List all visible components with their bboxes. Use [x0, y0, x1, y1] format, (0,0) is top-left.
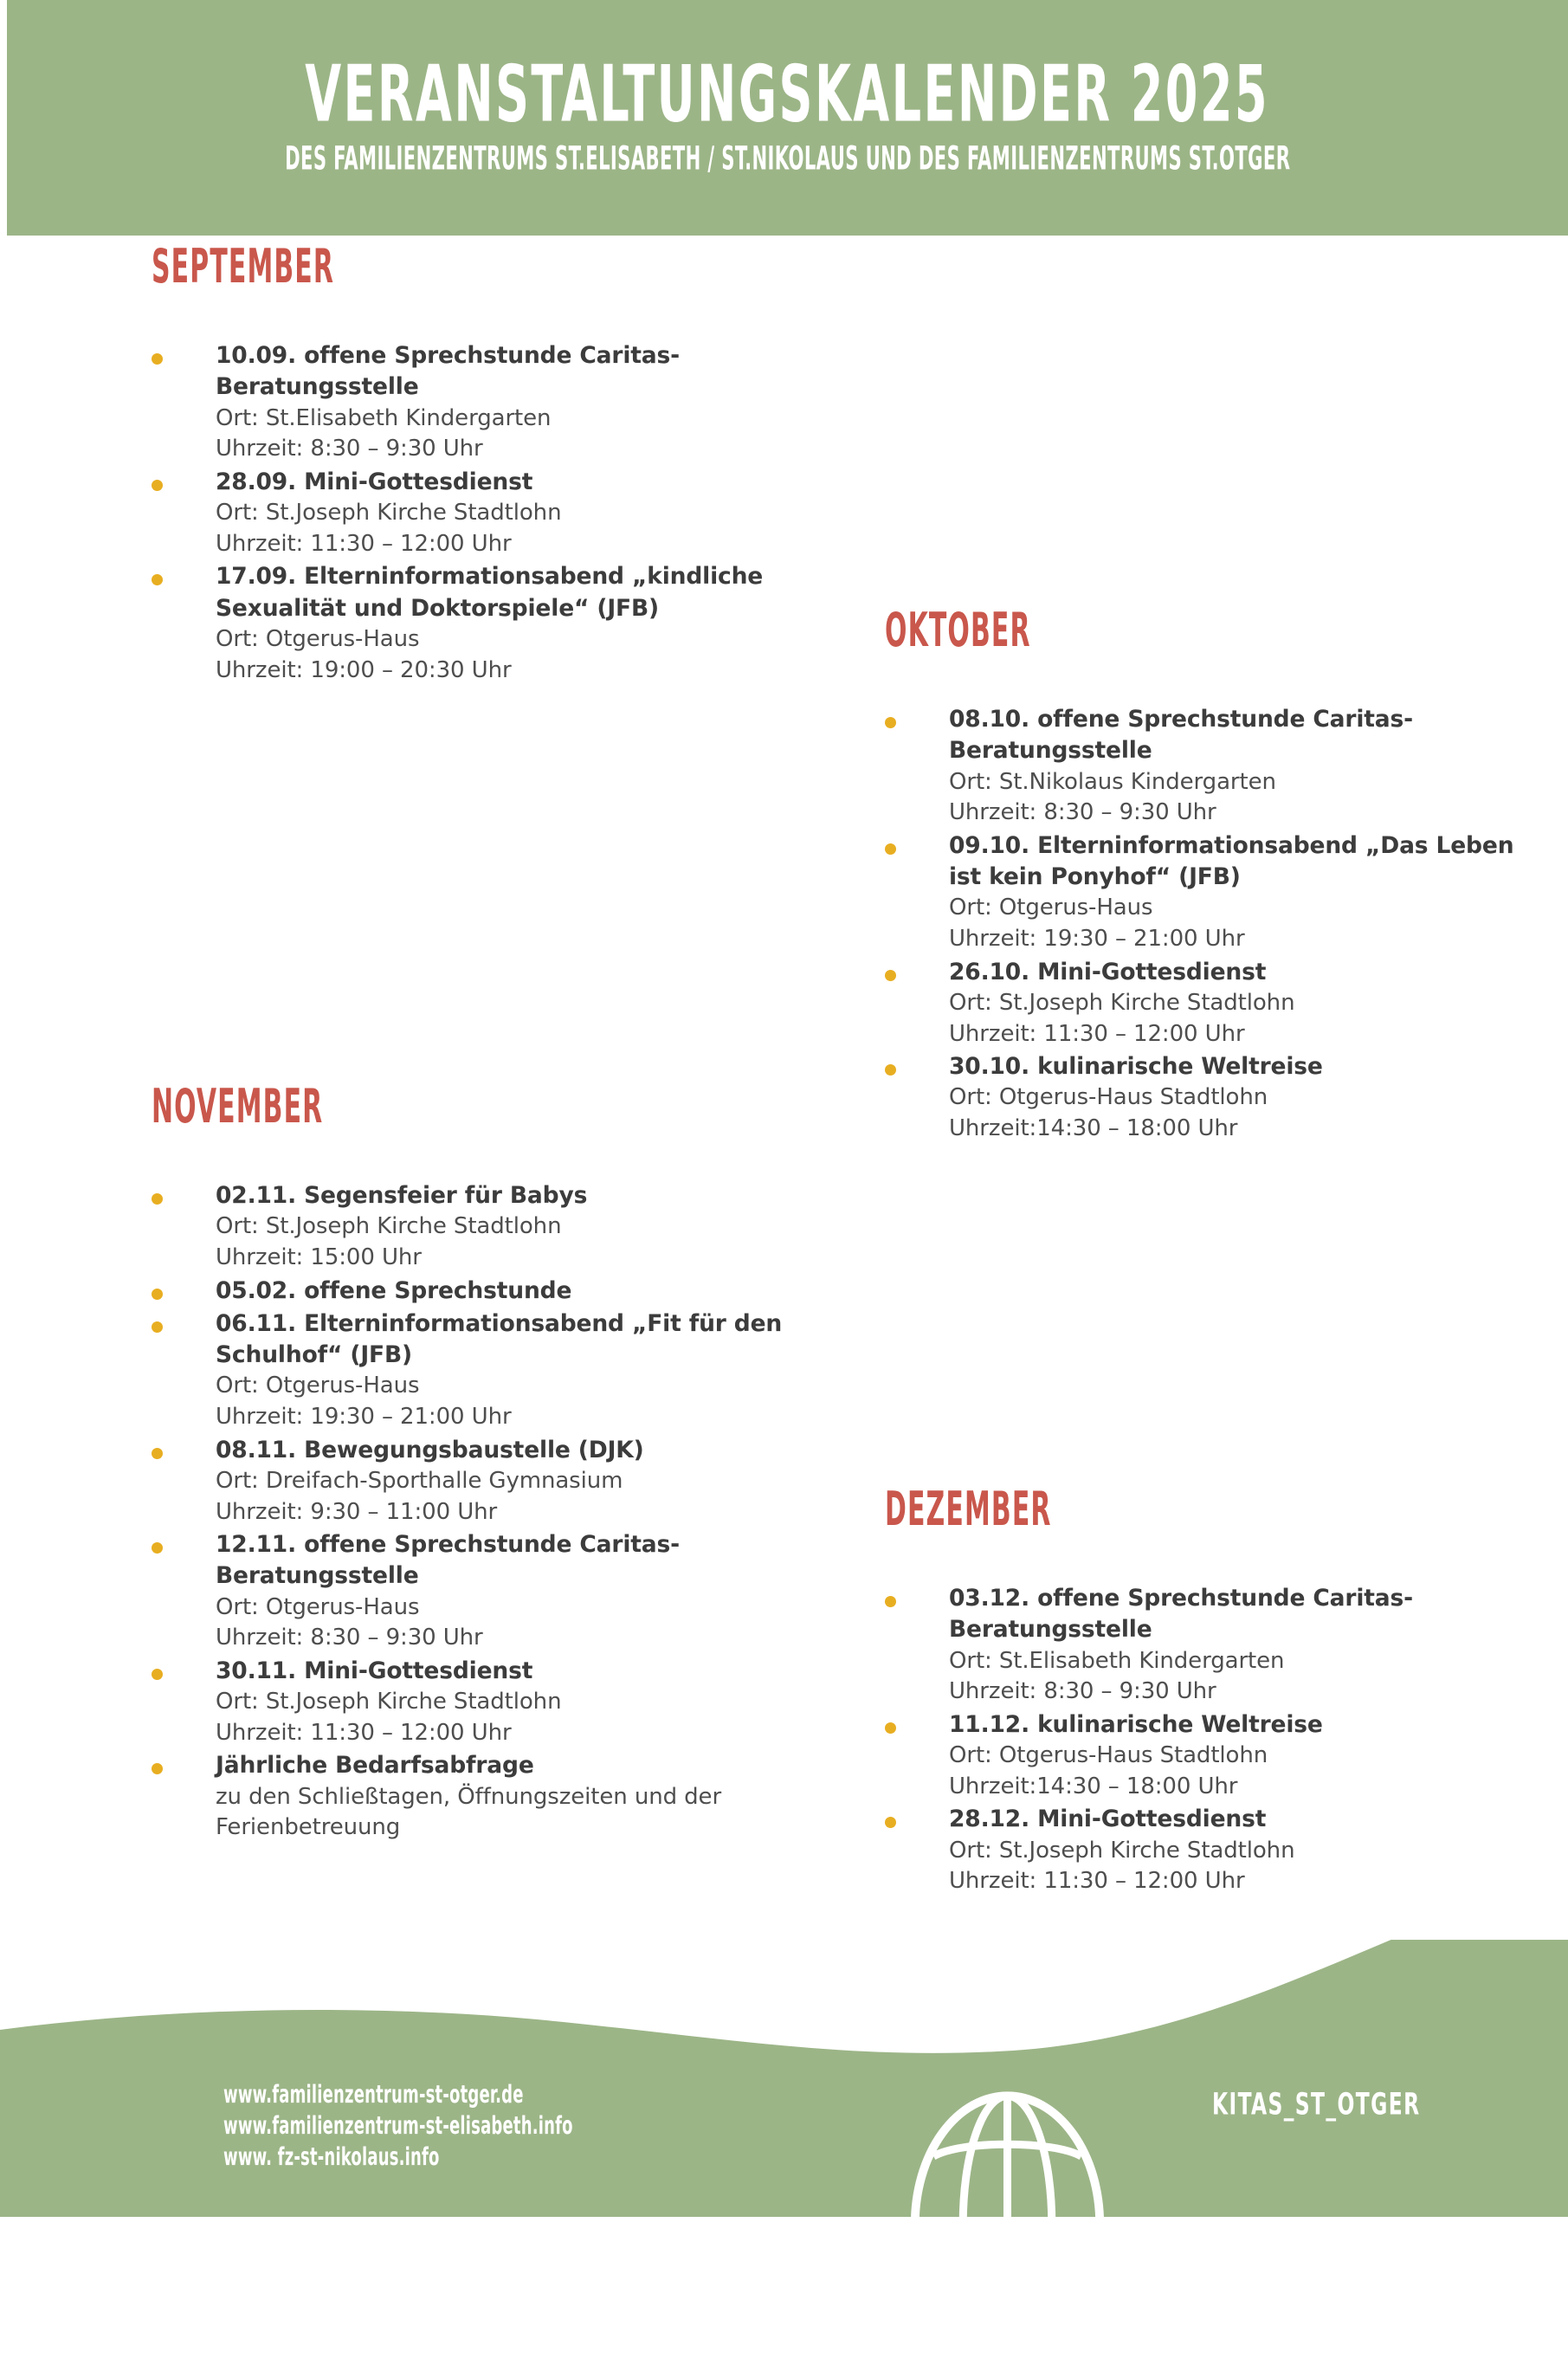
bullet-icon [152, 1763, 163, 1774]
bullet-icon [885, 1817, 896, 1828]
month-block-oktober [885, 604, 1543, 1147]
event-time: Uhrzeit: 19:30 – 21:00 Uhr [949, 926, 1245, 953]
month-heading: SEPTEMBER [152, 240, 335, 294]
page-header [7, 0, 1568, 236]
bullet-icon [885, 970, 896, 981]
event-time: Uhrzeit: 19:00 – 20:30 Uhr [216, 656, 512, 683]
event-title: 05.02. offene Sprechstunde [216, 1276, 572, 1304]
event-list [885, 1583, 1543, 1897]
bullet-icon [152, 574, 163, 585]
event-location: Ort: St.Nikolaus Kindergarten [949, 768, 1276, 795]
event-time: Uhrzeit: 15:00 Uhr [216, 1244, 422, 1270]
calendar-content [0, 236, 1568, 2019]
event-time: Uhrzeit: 11:30 – 12:00 Uhr [216, 530, 512, 557]
month-heading: DEZEMBER [885, 1483, 1052, 1537]
event-title: 08.10. offene Sprechstunde Caritas-Beratungsstelle [949, 706, 1413, 765]
event-title: 10.09. offene Sprechstunde Caritas-Beratungsstelle [216, 342, 680, 401]
event-location: Ort: St.Joseph Kirche Stadtlohn [216, 1213, 562, 1240]
event-item [885, 1583, 1543, 1708]
event-location: Ort: St.Elisabeth Kindergarten [216, 404, 552, 431]
event-item [152, 340, 810, 465]
event-title: 06.11. Elterninformationsabend „Fit für den Schulhof“ (JFB) [216, 1309, 783, 1369]
footer-social [1212, 2088, 1421, 2122]
page-title: VERANSTALTUNGSKALENDER 2025 [305, 47, 1270, 139]
event-time: Uhrzeit: 8:30 – 9:30 Uhr [216, 436, 483, 462]
website-link-otger[interactable]: www.familienzentrum-st-otger.de [223, 2078, 524, 2109]
event-time: Uhrzeit: 11:30 – 12:00 Uhr [949, 1020, 1245, 1047]
event-time: Uhrzeit: 9:30 – 11:00 Uhr [216, 1498, 498, 1525]
event-time: Uhrzeit: 11:30 – 12:00 Uhr [949, 1868, 1245, 1895]
bullet-icon [152, 1448, 163, 1459]
event-location: Ort: Otgerus-Haus [949, 895, 1153, 921]
event-item [885, 1804, 1543, 1897]
event-item [885, 957, 1543, 1050]
event-time: Uhrzeit: 19:30 – 21:00 Uhr [216, 1404, 512, 1431]
event-item [152, 1180, 810, 1274]
event-location: Ort: Otgerus-Haus Stadtlohn [949, 1084, 1268, 1111]
event-note: zu den Schließtagen, Öffnungszeiten und der Ferienbetreuung [216, 1783, 722, 1841]
event-title: 08.11. Bewegungsbaustelle (DJK) [216, 1436, 644, 1463]
event-title: 11.12. kulinarische Weltreise [949, 1710, 1323, 1738]
event-item [152, 1276, 810, 1307]
event-list [152, 1180, 810, 1844]
event-title: 09.10. Elterninformationsabend „Das Leben ist kein Ponyhof“ (JFB) [949, 831, 1514, 891]
event-time: Uhrzeit: 8:30 – 9:30 Uhr [949, 799, 1216, 826]
event-item [152, 467, 810, 560]
event-title: 30.11. Mini-Gottesdienst [216, 1657, 533, 1684]
website-link-nikolaus[interactable]: www. fz-st-nikolaus.info [223, 2141, 440, 2172]
event-location: Ort: St.Joseph Kirche Stadtlohn [216, 500, 562, 527]
event-title: Jährliche Bedarfsabfrage [216, 1752, 534, 1780]
bullet-icon [885, 843, 896, 855]
bullet-icon [152, 1542, 163, 1554]
month-heading: NOVEMBER [152, 1080, 324, 1134]
event-title: 03.12. offene Sprechstunde Caritas-Beratungsstelle [949, 1585, 1413, 1644]
event-location: Ort: St.Joseph Kirche Stadtlohn [949, 1837, 1295, 1864]
bullet-icon [885, 1722, 896, 1734]
event-title: 28.12. Mini-Gottesdienst [949, 1806, 1267, 1833]
event-item [885, 1051, 1543, 1145]
month-heading: OKTOBER [885, 604, 1031, 658]
event-list [885, 704, 1543, 1145]
event-item [152, 1750, 810, 1844]
bullet-icon [152, 1193, 163, 1205]
event-location: Ort: Otgerus-Haus [216, 1373, 420, 1399]
event-time: Uhrzeit:14:30 – 18:00 Uhr [949, 1773, 1238, 1799]
bullet-icon [152, 1669, 163, 1680]
instagram-handle[interactable]: KITAS_ST_OTGER [1212, 2088, 1421, 2122]
event-time: Uhrzeit: 11:30 – 12:00 Uhr [216, 1719, 512, 1746]
month-block-november [152, 1080, 810, 1845]
event-title: 28.09. Mini-Gottesdienst [216, 468, 533, 495]
event-list [152, 340, 810, 686]
website-link-elisabeth[interactable]: www.familienzentrum-st-elisabeth.info [223, 2109, 573, 2141]
event-title: 02.11. Segensfeier für Babys [216, 1182, 588, 1209]
event-location: Ort: St.Elisabeth Kindergarten [949, 1647, 1285, 1674]
event-location: Ort: Otgerus-Haus [216, 1593, 420, 1620]
event-item [152, 1656, 810, 1749]
event-item [152, 1308, 810, 1433]
event-location: Ort: Dreifach-Sporthalle Gymnasium [216, 1467, 623, 1494]
event-location: Ort: Otgerus-Haus Stadtlohn [949, 1742, 1268, 1769]
event-time: Uhrzeit: 8:30 – 9:30 Uhr [949, 1678, 1216, 1705]
event-time: Uhrzeit:14:30 – 18:00 Uhr [949, 1115, 1238, 1142]
event-title: 26.10. Mini-Gottesdienst [949, 958, 1267, 985]
event-item [152, 1529, 810, 1654]
bullet-icon [152, 480, 163, 491]
event-title: 30.10. kulinarische Weltreise [949, 1053, 1323, 1081]
event-item [885, 830, 1543, 955]
event-location: Ort: St.Joseph Kirche Stadtlohn [949, 989, 1295, 1016]
footer-websites [223, 2078, 573, 2172]
event-location: Ort: Otgerus-Haus [216, 625, 420, 652]
bullet-icon [152, 353, 163, 365]
instagram-icon[interactable] [1212, 2094, 1568, 2371]
month-block-september [152, 240, 810, 688]
page-footer [0, 1940, 1568, 2217]
bullet-icon [885, 717, 896, 728]
event-title: 17.09. Elterninformationsabend „kindliche Sexualität und Doktorspiele“ (JFB) [216, 563, 764, 622]
event-title: 12.11. offene Sprechstunde Caritas-Beratungsstelle [216, 1531, 680, 1590]
bullet-icon [152, 1321, 163, 1333]
event-location: Ort: St.Joseph Kirche Stadtlohn [216, 1689, 562, 1715]
event-time: Uhrzeit: 8:30 – 9:30 Uhr [216, 1625, 483, 1651]
bullet-icon [885, 1596, 896, 1607]
event-item [152, 1435, 810, 1528]
bullet-icon [152, 1289, 163, 1300]
event-item [152, 561, 810, 686]
bullet-icon [885, 1064, 896, 1076]
event-item [885, 704, 1543, 829]
month-block-dezember [885, 1483, 1543, 1899]
event-item [885, 1709, 1543, 1803]
page-subtitle: DES FAMILIENZENTRUMS ST.ELISABETH / ST.NIKOLAUS UND DES FAMILIENZENTRUMS ST.OTGER [284, 139, 1291, 177]
